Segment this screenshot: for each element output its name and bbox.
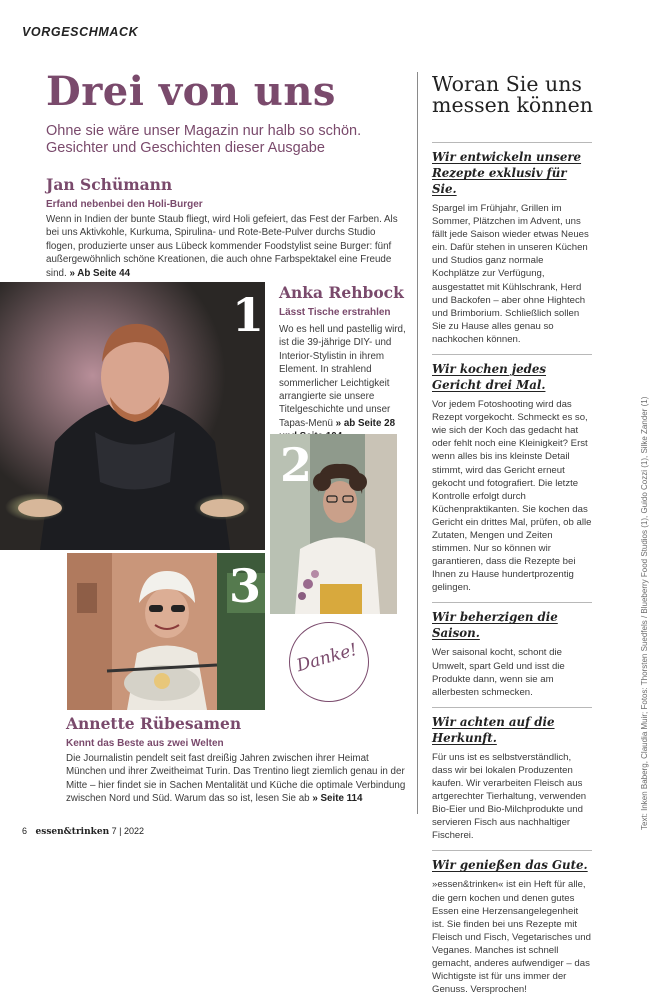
page-title: Drei von uns [46, 68, 336, 115]
thanks-text: Danke! [294, 639, 360, 677]
divider-rule [432, 850, 592, 851]
promise-4-text: Für uns ist es selbstverständlich, dass wir bei lokalen Produzenten kaufen. Wir verarbeiten Fleisch aus artgerechter Tierhaltung, verwenden Bio-Eier und Bio-Milchprodukte und servieren Fisch aus nachhaltiger Fischerei. [432, 751, 587, 842]
column-divider [417, 72, 418, 814]
section-kicker: VORGESCHMACK [22, 25, 139, 39]
photo-number-1: 1 [232, 288, 265, 342]
photo-anka-rehbock [270, 434, 397, 614]
person-1-role: Erfand nebenbei den Holi-Burger [46, 199, 203, 210]
divider-rule [432, 602, 592, 603]
page-number: 6 [22, 826, 28, 836]
photo-annette-ruebesamen [67, 553, 265, 710]
promise-5-heading: Wir genießen das Gute. [432, 858, 588, 873]
issue-number: 7 | 2022 [111, 826, 145, 836]
promise-list [432, 142, 592, 996]
photo-number-2: 2 [280, 438, 313, 492]
divider-rule [432, 707, 592, 708]
promise-2-text: Vor jedem Fotoshooting wird das Rezept vorgekocht. Schmeckt es so, wie sich der Koch das gedacht hat oder fehlt noch eine Kleinigkeit? Erst wenn alles bis ins kleinste Detail stimmt, wird das Gericht erneut gekocht und fotografiert. Die letzte Kontrolle erfolgt durch Küchenpraktikanten. Sie kochen das Gericht ein drittes Mal, prüfen, ob alle Zutaten, Mengen und Zeiten stimmen. Nur so können wir garantieren, dass die Rezepte bei Ihnen zu Hause hundertprozentig gelingen. [432, 399, 592, 594]
person-2-text: Wo es hell und pastellig wird, ist die 39-jährige DIY- und Interior-Stylistin in ihrem Element. In strahlend sommerlicher Leichtigkeit arrangierte sie unsere Titelgeschichte und unser Tapas-Menü » ab Seite 28 [279, 323, 409, 444]
magazine-brand: essen&trinken [35, 827, 110, 837]
person-1-block [46, 175, 406, 280]
promise-title: Woran Sie uns messen können [432, 72, 593, 117]
person-3-name: Annette Rübesamen [66, 714, 242, 733]
promise-1-text: Spargel im Frühjahr, Grillen im Sommer, Plätzchen im Advent, uns fällt jede Saison wieder etwas Neues ein. Dafür stehen in unseren Küchen und Studios ganz normale Kochplätze zur Verfügung, ausgestattet mit Kühlschrank, Herd und Backofen – aber ohne Hightech und Brimborium. Schließlich sollen Sie zu Hause alles genau so nachkochen können. [432, 203, 589, 345]
promise-2-heading: Wir kochen jedes Gericht drei Mal. [432, 362, 547, 393]
promise-1-heading: Wir entwickeln unsere Rezepte exklusiv für Sie. [432, 150, 582, 196]
person-3-page-ref[interactable]: » Seite 114 [312, 793, 363, 805]
thanks-stamp [289, 622, 369, 702]
promise-4-heading: Wir achten auf die Herkunft. [432, 714, 555, 745]
person-1-text: Wenn in Indien der bunte Staub fliegt, wird Holi gefeiert, das Fest der Farben. Als bei uns Aktivkohle, Kurkuma, Spirulina- und Rote-Bete-Pulver durchs Studio flogen, produzierte unser aus Lübeck kommender Foodstylist seine Burger: fünf außergewöhnlich schöne Kreationen, die auch ohne Farbspektakel eine Freude sind. » Ab Seite 44 [46, 214, 398, 279]
person-3-text: Die Journalistin pendelt seit fast dreißig Jahren zwischen ihrer Heimat München und ihrer Zweitheimat Turin. Das Trentino liegt ziemlich genau in der Mitte – hier findet sie in Sachen Mentalität und Küche die optimale Verbindung zwischen Nord und Süd. Warum das so ist, lesen Sie ab » Seite 114 [66, 753, 406, 805]
photo-jan-schuemann [0, 282, 265, 550]
divider-rule [432, 142, 592, 143]
person-3-role: Kennt das Beste aus zwei Welten [66, 738, 224, 749]
person-2-name: Anka Rehbock [279, 283, 404, 302]
promise-3-text: Wer saisonal kocht, schont die Umwelt, spart Geld und isst die Produkte dann, wenn sie am allerbesten schmecken. [432, 647, 565, 698]
promise-3-heading: Wir beherzigen die Saison. [432, 610, 558, 641]
person-1-page-ref[interactable]: » Ab Seite 44 [69, 267, 131, 279]
person-2-role: Lässt Tische erstrahlen [279, 307, 391, 318]
page-footer [22, 826, 144, 837]
person-2-block [279, 283, 409, 444]
photo-number-3: 3 [229, 559, 262, 613]
photo-credit: Text: Inken Baberg, Claudia Muir; Fotos: Thorsten Suedfels / Blueberry Food Studios (1), Guido Cozzi (1), Silke Zander (1) [640, 396, 649, 830]
person-1-name: Jan Schümann [46, 175, 173, 194]
person-3-block [66, 714, 411, 806]
page-subtitle: Ohne sie wäre unser Magazin nur halb so schön. Gesichter und Geschichten dieser Ausgabe [46, 123, 362, 156]
person-2-page-ref[interactable]: » ab Seite 28 [335, 417, 396, 429]
promise-5-text: »essen&trinken« ist ein Heft für alle, die gern kochen und denen gutes Essen eine Herzensangelegenheit ist. Sie finden bei uns Rezepte mit Fleisch und Fisch, Vegetarisches und Veganes. Manches ist schnell gemacht, anderes aufwendiger – das Wichtigste ist für uns immer der Genuss. Versprochen! [432, 879, 591, 996]
divider-rule [432, 354, 592, 355]
